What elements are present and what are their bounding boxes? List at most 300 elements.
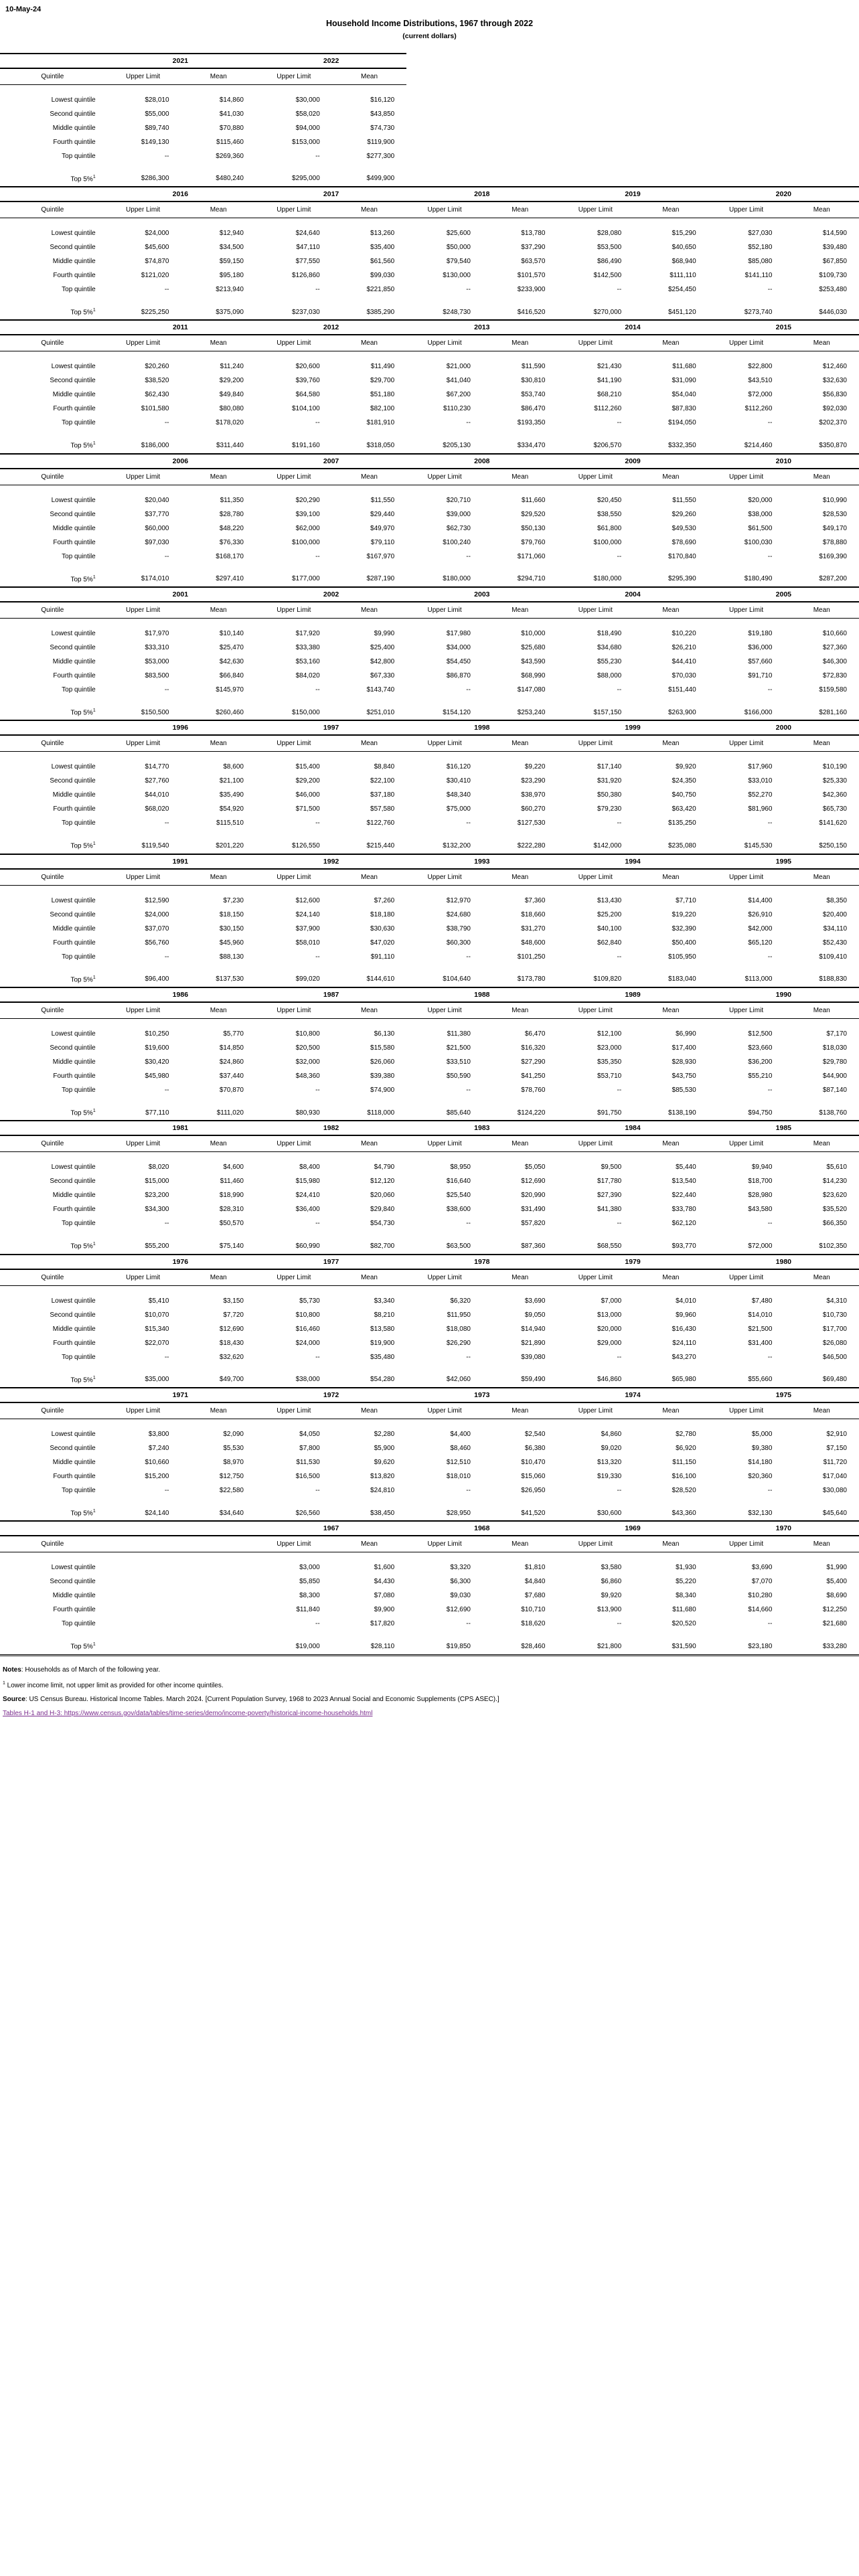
row-label: Fourth quintile bbox=[53, 538, 96, 546]
table-cell: $159,580 bbox=[819, 686, 847, 694]
table-cell: $101,580 bbox=[141, 405, 169, 413]
table-cell: $29,700 bbox=[370, 377, 395, 385]
table-cell: $4,430 bbox=[374, 1578, 395, 1586]
column-header-mean-1969: Mean bbox=[633, 1536, 708, 1552]
column-header-mean-2011: Mean bbox=[181, 335, 256, 351]
table-cell: $81,960 bbox=[748, 805, 773, 813]
table-cell: $30,420 bbox=[145, 1058, 169, 1066]
table-cell: $14,180 bbox=[748, 1458, 773, 1466]
top-5-percent-label bbox=[0, 438, 105, 453]
table-cell: -- bbox=[767, 1353, 773, 1361]
table-cell: -- bbox=[617, 819, 622, 827]
table-cell: $480,240 bbox=[216, 175, 244, 183]
row-label: Top quintile bbox=[62, 1353, 96, 1361]
year-header-row bbox=[0, 854, 859, 869]
table-cell: $68,210 bbox=[597, 391, 622, 399]
year-header-2005: 2005 bbox=[708, 587, 859, 602]
table-cell: $18,010 bbox=[446, 1472, 471, 1480]
table-cell: $138,190 bbox=[668, 1109, 696, 1117]
column-header-quintile: Quintile bbox=[0, 1402, 105, 1419]
table-cell: $26,290 bbox=[446, 1339, 471, 1347]
column-header-upper-limit-1967: Upper Limit bbox=[256, 1536, 332, 1552]
table-cell: $112,260 bbox=[745, 405, 773, 413]
year-header-1979: 1979 bbox=[557, 1254, 708, 1269]
table-cell: $92,030 bbox=[822, 405, 847, 413]
table-row bbox=[0, 254, 859, 268]
table-cell: $11,720 bbox=[823, 1458, 847, 1466]
table-cell: $169,390 bbox=[819, 552, 847, 560]
row-label: Fourth quintile bbox=[53, 1472, 96, 1480]
column-header-upper-limit-2001: Upper Limit bbox=[105, 602, 181, 619]
table-cell: $22,100 bbox=[370, 777, 395, 785]
table-cell: $28,110 bbox=[370, 1642, 395, 1650]
year-header-2022: 2022 bbox=[256, 53, 406, 68]
page-subtitle: (current dollars) bbox=[402, 31, 457, 40]
table-cell: $10,470 bbox=[521, 1458, 546, 1466]
year-header-1967: 1967 bbox=[256, 1521, 406, 1536]
table-cell: $157,150 bbox=[593, 708, 622, 716]
row-label: Fourth quintile bbox=[53, 1339, 96, 1347]
table-cell: $135,250 bbox=[668, 819, 696, 827]
year-header-row bbox=[0, 1254, 859, 1269]
table-cell: $177,000 bbox=[292, 575, 320, 583]
row-label: Middle quintile bbox=[52, 124, 96, 132]
cell-empty bbox=[181, 1603, 256, 1617]
row-label: Top quintile bbox=[62, 686, 96, 694]
table-cell: $39,080 bbox=[521, 1353, 546, 1361]
table-cell: $75,140 bbox=[219, 1242, 244, 1250]
table-cell: $94,000 bbox=[295, 124, 320, 132]
table-cell: -- bbox=[164, 152, 169, 160]
table-cell: $96,400 bbox=[145, 975, 169, 983]
table-row bbox=[0, 1603, 859, 1617]
table-cell: $375,090 bbox=[216, 308, 244, 316]
table-cell: -- bbox=[315, 953, 320, 961]
column-header-mean-1973: Mean bbox=[483, 1402, 557, 1419]
table-cell: $14,590 bbox=[822, 230, 847, 238]
table-cell: $100,030 bbox=[744, 538, 773, 546]
cell-empty bbox=[633, 121, 708, 135]
table-cell: $14,010 bbox=[748, 1311, 773, 1319]
table-cell: $58,020 bbox=[295, 110, 320, 118]
year-header-2006: 2006 bbox=[105, 453, 256, 469]
table-cell: $30,000 bbox=[295, 96, 320, 104]
table-cell: $24,810 bbox=[370, 1486, 395, 1494]
column-header-spacer bbox=[181, 1536, 256, 1552]
table-cell: $99,020 bbox=[295, 975, 320, 983]
table-cell: -- bbox=[466, 1220, 471, 1228]
table-cell: $21,500 bbox=[748, 1325, 773, 1333]
cell-empty bbox=[784, 107, 859, 121]
table-cell: -- bbox=[466, 1353, 471, 1361]
table-row bbox=[0, 1294, 859, 1308]
table-cell: $55,200 bbox=[145, 1242, 169, 1250]
table-cell: $147,080 bbox=[517, 686, 546, 694]
table-cell: $38,600 bbox=[446, 1206, 471, 1214]
table-cell: $112,260 bbox=[594, 405, 622, 413]
table-cell: $65,730 bbox=[822, 805, 847, 813]
table-cell: $115,510 bbox=[216, 819, 244, 827]
table-cell: $9,920 bbox=[676, 763, 696, 771]
row-label: Middle quintile bbox=[52, 258, 96, 266]
table-cell: $13,320 bbox=[597, 1458, 622, 1466]
table-cell: $25,600 bbox=[446, 230, 471, 238]
table-cell: $9,220 bbox=[524, 763, 546, 771]
table-cell: $53,160 bbox=[295, 658, 320, 665]
column-header-upper-limit-2013: Upper Limit bbox=[406, 335, 483, 351]
table-cell: $9,380 bbox=[751, 1444, 773, 1452]
year-header-1977: 1977 bbox=[256, 1254, 406, 1269]
table-row bbox=[0, 1202, 859, 1216]
table-cell: $250,150 bbox=[819, 841, 847, 850]
cell-empty bbox=[181, 1575, 256, 1589]
column-header-upper-limit-1970: Upper Limit bbox=[708, 1536, 785, 1552]
table-cell: $46,000 bbox=[295, 791, 320, 799]
table-cell: $385,290 bbox=[366, 308, 395, 316]
column-header-upper-limit-2002: Upper Limit bbox=[256, 602, 332, 619]
table-cell: $222,280 bbox=[517, 841, 546, 850]
table-cell: -- bbox=[164, 686, 169, 694]
year-group-table bbox=[0, 854, 859, 987]
table-cell: $451,120 bbox=[668, 308, 696, 316]
column-header-mean-2000: Mean bbox=[784, 736, 859, 752]
column-header-upper-limit-2005: Upper Limit bbox=[708, 602, 785, 619]
table-cell: $67,200 bbox=[446, 391, 471, 399]
table-cell: $37,440 bbox=[219, 1072, 244, 1080]
year-header-1986: 1986 bbox=[105, 987, 256, 1002]
table-cell: $12,250 bbox=[822, 1606, 847, 1614]
table-spacer bbox=[0, 1498, 859, 1506]
table-cell: $12,690 bbox=[219, 1325, 244, 1333]
table-cell: $6,470 bbox=[524, 1030, 546, 1038]
table-cell: $104,640 bbox=[443, 975, 471, 983]
table-cell: $29,260 bbox=[672, 510, 696, 518]
table-cell: $286,300 bbox=[141, 175, 169, 183]
column-header-upper-limit-2015: Upper Limit bbox=[708, 335, 785, 351]
table-cell: $8,950 bbox=[450, 1163, 471, 1172]
row-label: Middle quintile bbox=[52, 1592, 96, 1600]
row-label: Second quintile bbox=[50, 510, 96, 518]
table-cell: $11,590 bbox=[522, 363, 546, 371]
row-label: Top quintile bbox=[62, 552, 96, 560]
table-cell: $38,550 bbox=[597, 510, 622, 518]
table-cell: $109,410 bbox=[819, 953, 847, 961]
table-cell: $10,140 bbox=[219, 630, 244, 637]
column-header-mean-1999: Mean bbox=[633, 736, 708, 752]
table-cell: $24,640 bbox=[295, 230, 320, 238]
year-group-table bbox=[0, 1387, 859, 1520]
table-cell: -- bbox=[617, 1220, 622, 1228]
table-row bbox=[0, 760, 859, 774]
year-header-1991: 1991 bbox=[105, 854, 256, 869]
table-row bbox=[0, 1174, 859, 1188]
table-cell: $72,000 bbox=[748, 1242, 773, 1250]
table-cell: $12,120 bbox=[370, 1178, 395, 1186]
table-cell: -- bbox=[164, 1486, 169, 1494]
column-header-upper-limit-1972: Upper Limit bbox=[256, 1402, 332, 1419]
table-cell: $20,990 bbox=[521, 1192, 546, 1200]
year-header-row bbox=[0, 1387, 859, 1402]
table-cell: $205,130 bbox=[443, 442, 471, 449]
column-header-upper-limit-1995: Upper Limit bbox=[708, 869, 785, 885]
year-header-corner bbox=[0, 53, 105, 68]
table-cell: $119,540 bbox=[141, 841, 169, 850]
table-cell: $104,100 bbox=[292, 405, 320, 413]
table-cell: $29,840 bbox=[370, 1206, 395, 1214]
table-cell: $39,100 bbox=[295, 510, 320, 518]
table-cell: -- bbox=[315, 286, 320, 294]
column-header-upper-limit-2012: Upper Limit bbox=[256, 335, 332, 351]
table-row bbox=[0, 268, 859, 283]
column-header-mean-2015: Mean bbox=[784, 335, 859, 351]
table-cell: $89,740 bbox=[145, 124, 169, 132]
column-header-mean-2005: Mean bbox=[784, 602, 859, 619]
table-row bbox=[0, 1575, 859, 1589]
table-row bbox=[0, 1083, 859, 1097]
table-cell: $263,900 bbox=[668, 708, 696, 716]
table-cell: $2,090 bbox=[223, 1430, 244, 1438]
column-header-quintile: Quintile bbox=[0, 1269, 105, 1285]
year-group-table bbox=[0, 720, 859, 853]
row-label: Fourth quintile bbox=[53, 1606, 96, 1614]
table-cell: $294,710 bbox=[517, 575, 546, 583]
top-5-percent-row bbox=[0, 171, 859, 186]
table-cell: $24,140 bbox=[295, 910, 320, 918]
column-header-mean-2022: Mean bbox=[332, 68, 406, 84]
table-cell: $20,260 bbox=[145, 363, 169, 371]
table-cell: $24,350 bbox=[672, 777, 696, 785]
table-cell: $183,040 bbox=[668, 975, 696, 983]
table-cell: $18,700 bbox=[748, 1178, 773, 1186]
year-header-2010: 2010 bbox=[708, 453, 859, 469]
table-cell: $68,990 bbox=[521, 672, 546, 679]
table-cell: $28,950 bbox=[446, 1509, 471, 1517]
table-row bbox=[0, 1160, 859, 1174]
table-cell: $3,000 bbox=[299, 1564, 320, 1572]
table-cell: $27,030 bbox=[748, 230, 773, 238]
table-cell: $7,170 bbox=[826, 1030, 847, 1038]
table-cell: $41,190 bbox=[597, 377, 622, 385]
year-group-table bbox=[0, 53, 859, 186]
table-row bbox=[0, 774, 859, 788]
column-header-quintile: Quintile bbox=[0, 1536, 105, 1552]
table-cell: $50,570 bbox=[219, 1220, 244, 1228]
year-header-corner bbox=[0, 1121, 105, 1136]
table-cell: $144,610 bbox=[366, 975, 395, 983]
year-header-1975: 1975 bbox=[708, 1387, 859, 1402]
table-cell: $119,900 bbox=[367, 138, 395, 146]
cell-empty bbox=[557, 107, 633, 121]
table-cell: $20,000 bbox=[597, 1325, 622, 1333]
column-header-quintile: Quintile bbox=[0, 68, 105, 84]
table-cell: $79,540 bbox=[446, 258, 471, 266]
table-cell: $126,860 bbox=[292, 272, 320, 280]
column-header-mean-1978: Mean bbox=[483, 1269, 557, 1285]
table-cell: $141,620 bbox=[819, 819, 847, 827]
table-cell: $23,290 bbox=[521, 777, 546, 785]
table-cell: $41,380 bbox=[597, 1206, 622, 1214]
table-spacer bbox=[0, 430, 859, 438]
table-cell: $5,770 bbox=[223, 1030, 244, 1038]
table-cell: $30,600 bbox=[597, 1509, 622, 1517]
column-header-mean-1990: Mean bbox=[784, 1002, 859, 1018]
column-header-row bbox=[0, 1402, 859, 1419]
table-cell: $10,990 bbox=[822, 496, 847, 504]
table-cell: $21,500 bbox=[446, 1044, 471, 1052]
table-row bbox=[0, 1322, 859, 1336]
table-cell: $31,270 bbox=[521, 924, 546, 933]
row-label: Middle quintile bbox=[52, 391, 96, 399]
table-spacer bbox=[0, 885, 859, 894]
table-cell: $51,180 bbox=[370, 391, 395, 399]
table-cell: -- bbox=[164, 419, 169, 427]
table-cell: $14,230 bbox=[822, 1178, 847, 1186]
year-header-row bbox=[0, 453, 859, 469]
table-cell: $49,530 bbox=[672, 524, 696, 532]
table-cell: $13,540 bbox=[672, 1178, 696, 1186]
census-tables-link[interactable]: Tables H-1 and H-3: https://www.census.gov/data/tables/time-series/demo/income-poverty/historical-income-households.html bbox=[3, 1709, 373, 1717]
table-cell: -- bbox=[315, 1486, 320, 1494]
table-cell: $5,610 bbox=[826, 1163, 847, 1172]
table-cell: $45,960 bbox=[219, 939, 244, 947]
table-cell: $39,000 bbox=[446, 510, 471, 518]
top-5-percent-label-text: Top 5% bbox=[70, 175, 93, 183]
table-cell: $13,000 bbox=[597, 1311, 622, 1319]
table-cell: $2,540 bbox=[524, 1430, 546, 1438]
column-header-mean-1993: Mean bbox=[483, 869, 557, 885]
table-cell: $22,070 bbox=[145, 1339, 169, 1347]
table-cell: $225,250 bbox=[141, 308, 169, 316]
table-cell: $6,990 bbox=[676, 1030, 696, 1038]
column-header-mean-1984: Mean bbox=[633, 1136, 708, 1152]
table-cell: -- bbox=[767, 1486, 773, 1494]
table-cell: $318,050 bbox=[366, 442, 395, 449]
table-cell: $9,620 bbox=[374, 1458, 395, 1466]
table-cell: $14,850 bbox=[219, 1044, 244, 1052]
table-cell: $39,380 bbox=[370, 1072, 395, 1080]
table-cell: $3,690 bbox=[751, 1564, 773, 1572]
table-cell: $12,510 bbox=[446, 1458, 471, 1466]
cell-empty bbox=[708, 107, 785, 121]
column-header-upper-limit-1992: Upper Limit bbox=[256, 869, 332, 885]
table-cell: $180,490 bbox=[744, 575, 773, 583]
table-cell: $132,200 bbox=[443, 841, 471, 850]
table-cell: $14,400 bbox=[748, 896, 773, 904]
table-row bbox=[0, 1336, 859, 1350]
table-cell: $54,920 bbox=[219, 805, 244, 813]
table-cell: $47,020 bbox=[370, 939, 395, 947]
table-cell: $13,820 bbox=[370, 1472, 395, 1480]
table-cell: $253,480 bbox=[819, 286, 847, 294]
table-cell: $142,500 bbox=[593, 272, 622, 280]
table-cell: $273,740 bbox=[744, 308, 773, 316]
table-row bbox=[0, 507, 859, 521]
footnote-marker: 1 bbox=[3, 1680, 5, 1686]
table-row bbox=[0, 788, 859, 802]
table-cell: $127,530 bbox=[517, 819, 546, 827]
table-cell: -- bbox=[164, 1220, 169, 1228]
column-header-upper-limit-1974: Upper Limit bbox=[557, 1402, 633, 1419]
top-5-percent-footnote-marker: 1 bbox=[92, 174, 96, 179]
table-cell: $334,470 bbox=[517, 442, 546, 449]
table-row bbox=[0, 1441, 859, 1455]
table-cell: $11,490 bbox=[370, 363, 395, 371]
table-row bbox=[0, 1069, 859, 1083]
table-cell: $23,180 bbox=[748, 1642, 773, 1650]
table-cell: $11,950 bbox=[447, 1311, 471, 1319]
table-bottom-rule bbox=[0, 1654, 859, 1656]
table-cell: $35,000 bbox=[145, 1376, 169, 1384]
column-header-empty bbox=[784, 68, 859, 84]
year-header-1995: 1995 bbox=[708, 854, 859, 869]
table-cell: $91,750 bbox=[597, 1109, 622, 1117]
top-5-percent-label bbox=[0, 1506, 105, 1520]
table-cell: $1,990 bbox=[826, 1564, 847, 1572]
row-label: Second quintile bbox=[50, 777, 96, 785]
table-cell: $168,170 bbox=[216, 552, 244, 560]
column-header-row bbox=[0, 335, 859, 351]
column-header-mean-1968: Mean bbox=[483, 1536, 557, 1552]
table-cell: -- bbox=[767, 1620, 773, 1628]
table-cell: $13,780 bbox=[521, 230, 546, 238]
table-cell: $10,070 bbox=[145, 1311, 169, 1319]
table-row bbox=[0, 669, 859, 683]
table-cell: $19,220 bbox=[672, 910, 696, 918]
table-cell: $109,820 bbox=[593, 975, 622, 983]
top-5-percent-footnote-marker: 1 bbox=[92, 1508, 96, 1514]
table-cell: $20,400 bbox=[822, 910, 847, 918]
table-cell: $19,900 bbox=[370, 1339, 395, 1347]
row-label: Lowest quintile bbox=[51, 1297, 96, 1305]
table-cell: $16,100 bbox=[672, 1472, 696, 1480]
column-header-spacer bbox=[105, 1536, 181, 1552]
year-header-empty bbox=[406, 53, 557, 68]
cell-empty bbox=[181, 1560, 256, 1575]
table-cell: $38,970 bbox=[521, 791, 546, 799]
table-cell: $311,440 bbox=[216, 442, 244, 449]
table-cell: $332,350 bbox=[668, 442, 696, 449]
cell-empty bbox=[406, 135, 483, 149]
table-cell: $39,760 bbox=[295, 377, 320, 385]
column-header-upper-limit-1985: Upper Limit bbox=[708, 1136, 785, 1152]
table-row bbox=[0, 1027, 859, 1041]
column-header-upper-limit-1981: Upper Limit bbox=[105, 1136, 181, 1152]
table-cell: -- bbox=[617, 552, 622, 560]
table-cell: $10,250 bbox=[145, 1030, 169, 1038]
table-row bbox=[0, 121, 859, 135]
top-5-percent-label-text: Top 5% bbox=[70, 1510, 93, 1518]
table-cell: $21,100 bbox=[219, 777, 244, 785]
year-header-empty bbox=[708, 53, 859, 68]
table-cell: $85,080 bbox=[748, 258, 773, 266]
table-cell: $41,030 bbox=[219, 110, 244, 118]
table-cell: $95,180 bbox=[219, 272, 244, 280]
cell-empty bbox=[708, 93, 785, 107]
table-cell: $8,460 bbox=[450, 1444, 471, 1452]
table-cell: $7,070 bbox=[751, 1578, 773, 1586]
table-cell: $15,980 bbox=[295, 1178, 320, 1186]
table-cell: $41,520 bbox=[521, 1509, 546, 1517]
column-header-upper-limit-1968: Upper Limit bbox=[406, 1536, 483, 1552]
year-header-corner bbox=[0, 1387, 105, 1402]
table-cell: -- bbox=[767, 286, 773, 294]
table-cell: $12,500 bbox=[748, 1030, 773, 1038]
table-row bbox=[0, 627, 859, 641]
top-5-percent-footnote-marker: 1 bbox=[92, 708, 96, 713]
table-cell: $12,690 bbox=[446, 1606, 471, 1614]
document-date: 10-May-24 bbox=[5, 5, 42, 13]
year-header-corner bbox=[0, 187, 105, 202]
